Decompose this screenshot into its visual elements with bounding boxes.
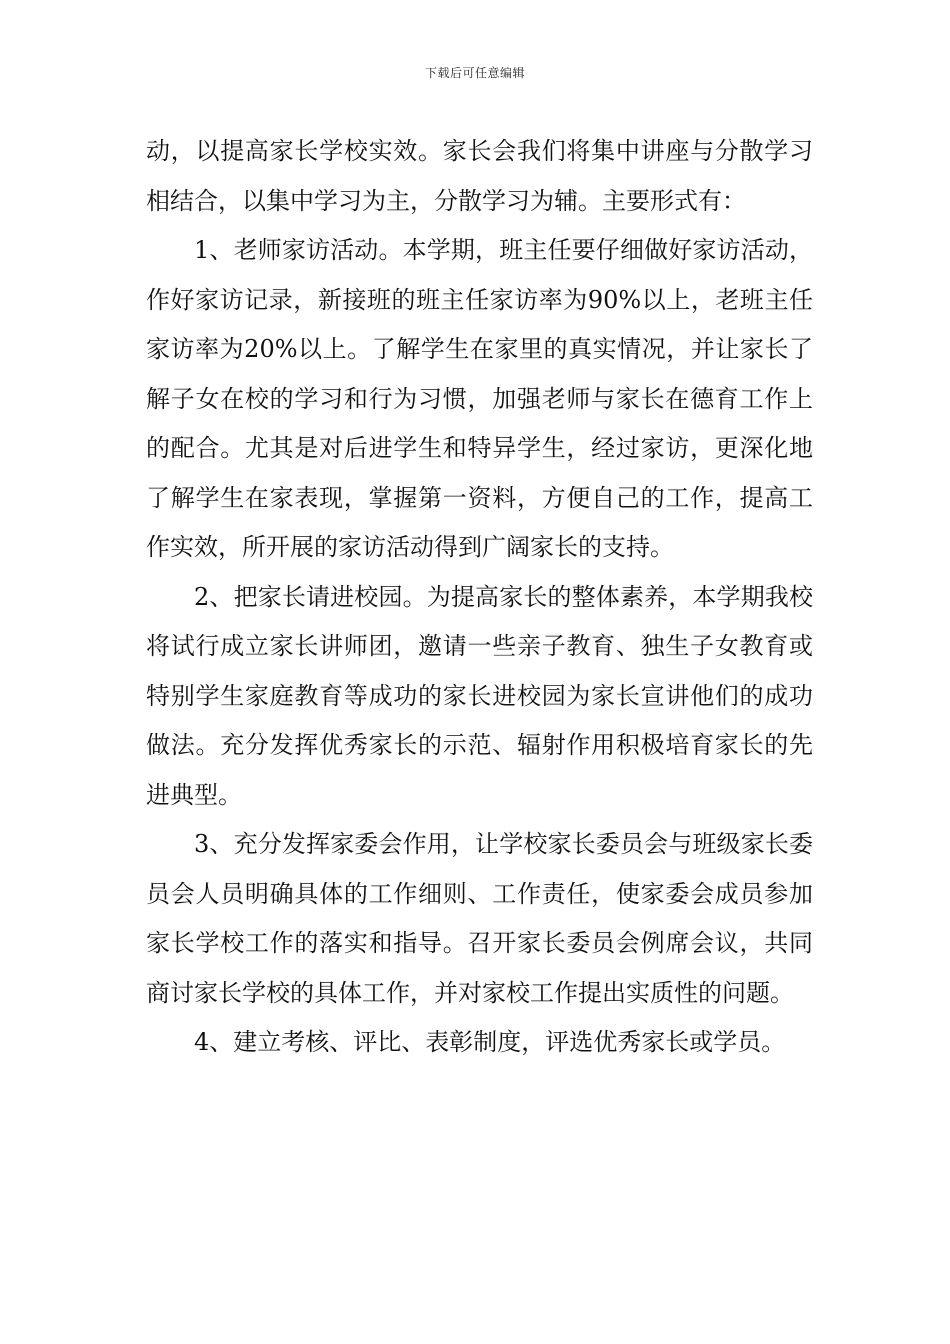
page-header-note: 下载后可任意编辑 [424, 66, 525, 80]
document-body [146, 127, 813, 1068]
paragraph-item-3: 3、充分发挥家委会作用，让学校家长委员会与班级家长委员会人员明确具体的工作细则、工作责任，使家委会成员参加家长学校工作的落实和指导。召开家长委员会例席会议，共同商讨家长学校的具体工作，并对家校工作提出实质性的问题。 [146, 830, 813, 1007]
paragraph-intro: 动，以提高家长学校实效。家长会我们将集中讲座与分散学习相结合，以集中学习为主，分散学习为辅。主要形式有： [146, 137, 813, 215]
paragraph-item-2: 2、把家长请进校园。为提高家长的整体素养，本学期我校将试行成立家长讲师团，邀请一些亲子教育、独生子女教育或特别学生家庭教育等成功的家长进校园为家长宣讲他们的成功做法。充分发挥优秀家长的示范、辐射作用积极培育家长的先进典型。 [146, 582, 813, 809]
paragraph-item-4: 4、建立考核、评比、表彰制度，评选优秀家长或学员。 [194, 1028, 786, 1056]
paragraph-item-1: 1、老师家访活动。本学期，班主任要仔细做好家访活动，作好家访记录，新接班的班主任家访率为90%以上，老班主任家访率为20%以上。了解学生在家里的真实情况，并让家长了解子女在校的学习和行为习惯，加强老师与家长在德育工作上的配合。尤其是对后进学生和特异学生，经过家访，更深化地了解学生在家表现，掌握第一资料，方便自己的工作，提高工作实效，所开展的家访活动得到广阔家长的支持。 [146, 236, 813, 561]
